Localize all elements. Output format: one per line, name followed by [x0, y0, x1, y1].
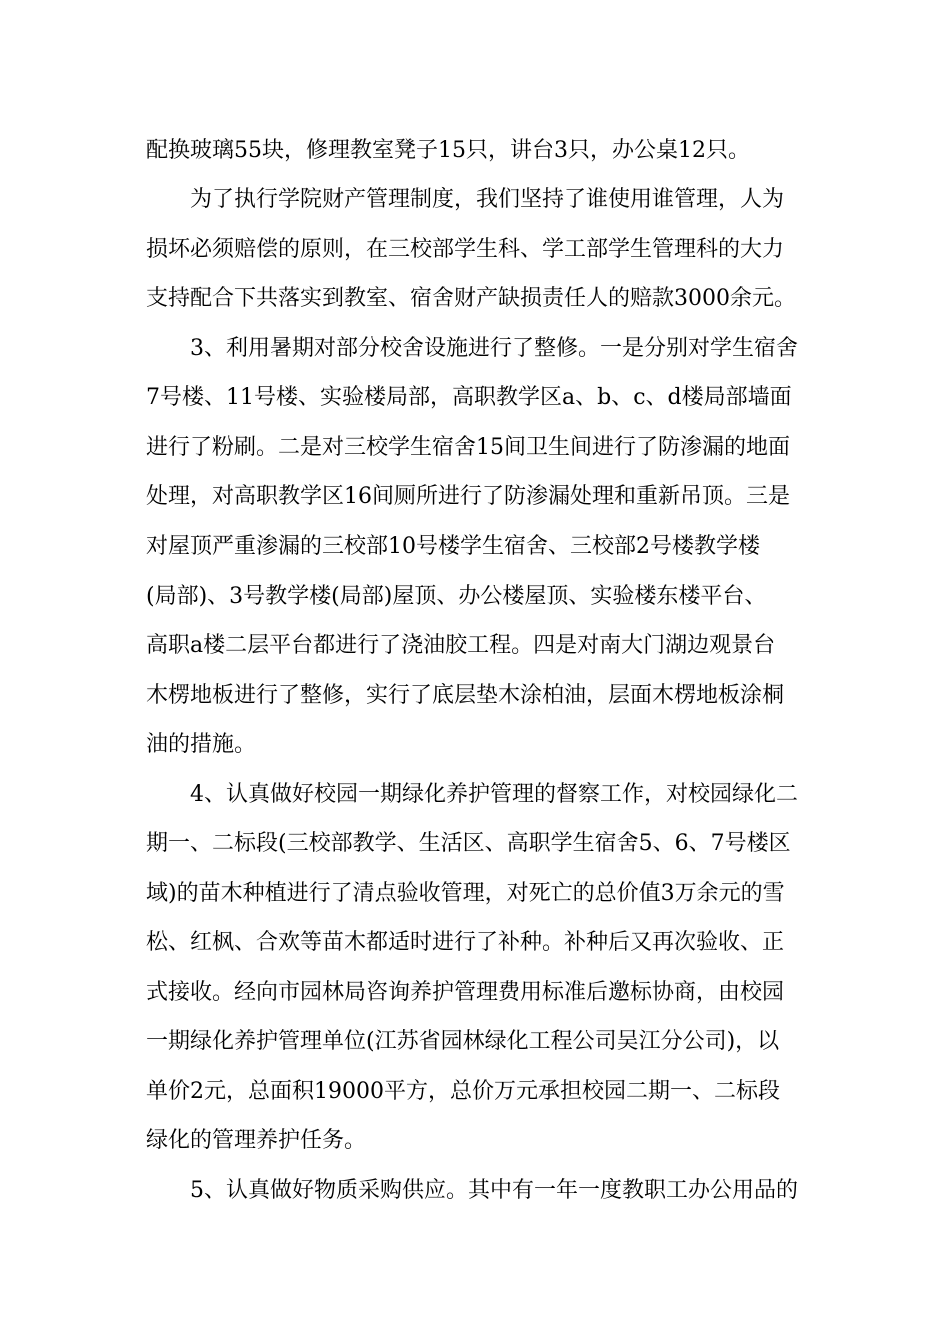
text-line: 期一、二标段(三校部教学、生活区、高职学生宿舍5、6、7号楼区: [146, 831, 791, 856]
paragraph-start-line: 为了执行学院财产管理制度，我们坚持了谁使用谁管理，人为: [190, 187, 785, 212]
text-line: 配换玻璃55块，修理教室凳子15只，讲台3只，办公桌12只。: [146, 138, 750, 163]
text-line: (局部)、3号教学楼(局部)屋顶、办公楼屋顶、实验楼东楼平台、: [146, 584, 767, 609]
text-line: 损坏必须赔偿的原则，在三校部学生科、学工部学生管理科的大力: [146, 237, 785, 262]
text-line: 木楞地板进行了整修，实行了底层垫木涂柏油，层面木楞地板涂桐: [146, 683, 785, 708]
text-line: 绿化的管理养护任务。: [146, 1128, 367, 1153]
paragraph-start-line: 4、认真做好校园一期绿化养护管理的督察工作，对校园绿化二: [190, 782, 798, 807]
text-line: 进行了粉刷。二是对三校学生宿舍15间卫生间进行了防渗漏的地面: [146, 435, 790, 460]
text-line: 松、红枫、合欢等苗木都适时进行了补种。补种后又再次验收、正: [146, 930, 785, 955]
paragraph-start-line: 3、利用暑期对部分校舍设施进行了整修。一是分别对学生宿舍: [190, 336, 798, 361]
paragraph-start-line: 5、认真做好物质采购供应。其中有一年一度教职工办公用品的: [190, 1178, 798, 1203]
text-line: 油的措施。: [146, 732, 257, 757]
text-line: 式接收。经向市园林局咨询养护管理费用标准后邀标协商，由校园: [146, 980, 785, 1005]
text-line: 单价2元，总面积19000平方，总价万元承担校园二期一、二标段: [146, 1079, 780, 1104]
text-line: 对屋顶严重渗漏的三校部10号楼学生宿舍、三校部2号楼教学楼: [146, 534, 760, 559]
text-line: 域)的苗木种植进行了清点验收管理，对死亡的总价值3万余元的雪: [146, 881, 785, 906]
text-line: 处理，对高职教学区16间厕所进行了防渗漏处理和重新吊顶。三是: [146, 484, 790, 509]
text-line: 高职a楼二层平台都进行了浇油胶工程。四是对南大门湖边观景台: [146, 633, 776, 658]
text-line: 支持配合下共落实到教室、宿舍财产缺损责任人的赔款3000余元。: [146, 286, 796, 311]
text-line: 一期绿化养护管理单位(江苏省园林绿化工程公司吴江分公司)，以: [146, 1029, 780, 1054]
text-line: 7号楼、11号楼、实验楼局部，高职教学区a、b、c、d楼局部墙面: [146, 385, 792, 410]
